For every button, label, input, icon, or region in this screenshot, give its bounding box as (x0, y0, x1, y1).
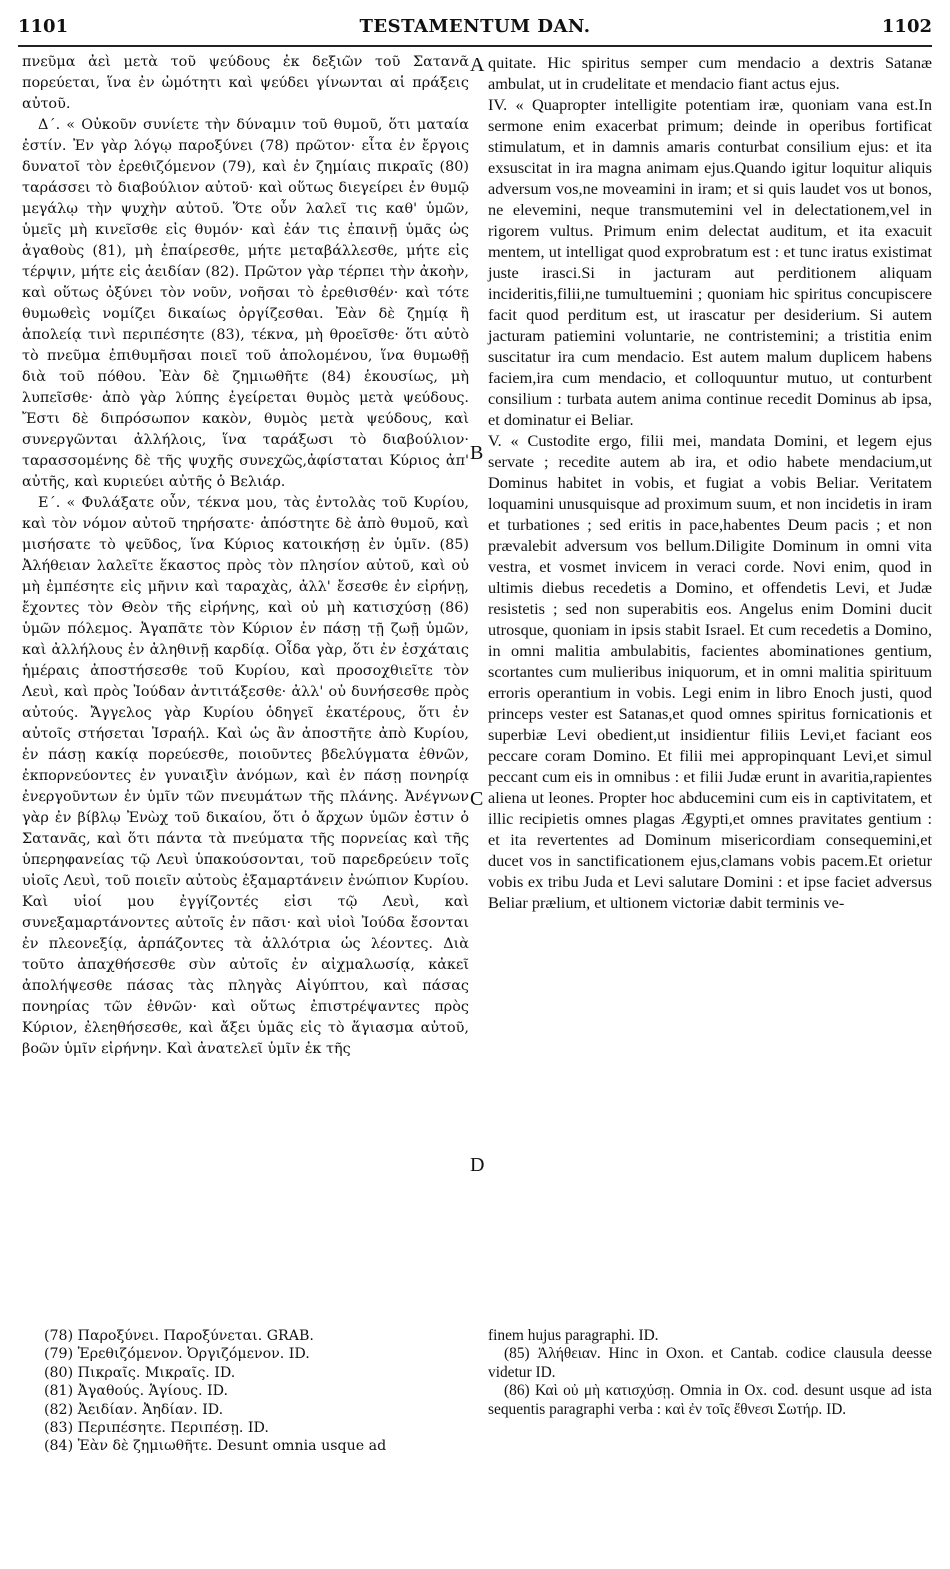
greek-paragraph-2: Δ΄. « Οὐκοῦν συνίετε τὴν δύναμιν τοῦ θυμοῦ, ὅτι ματαία ἐστίν. Ἐν γὰρ λόγῳ παροξύνει (78) πρῶτον· εἶτα ἐν ἔργοις δυνατοῖ τὸν ἐρεθιζόμενον (79), καὶ ἐν ζημίαις πικραῖς (80) ταράσσει τὸ διαβούλιον αὐτοῦ· καὶ οὕτως διεγείρει ἐν θυμῷ μεγάλῳ τὴν ψυχὴν αὐτοῦ. Ὅτε οὖν λαλεῖ τις καθ' ὑμῶν, ὑμεῖς μὴ κινεῖσθε εἰς θυμόν· καὶ ἐάν τις ἐπαινῇ ὑμᾶς ὡς ἀγαθοὺς (81), μὴ ἐπαίρεσθε, μήτε μεταβάλλεσθε, μήτε εἰς τέρψιν, μήτε εἰς ἀειδίαν (82). Πρῶτον γὰρ τέρπει τὴν ἀκοὴν, καὶ οὕτως ὀξύνει τὸν νοῦν, νοῆσαι τὸ ἐρεθισθέν· καὶ τότε θυμωθεὶς νομίζει δικαίως ὀργίζεσθαι. Ἐὰν δὲ ζημίᾳ ἢ ἀπολείᾳ τινὶ περιπέσητε (83), τέκνα, μὴ θροεῖσθε· ὅτι αὐτὸ τὸ πνεῦμα ἐπιθυμῆσαι ποιεῖ τοῦ ἀπολομένου, ἵνα θυμωθῇ διὰ τοῦ πόθου. Ἐὰν δὲ ζημιωθῆτε (84) ἑκουσίως, μὴ λυπεῖσθε· ἀπὸ γὰρ λύπης ἐγείρεται θυμὸς μετὰ ψεύδους. Ἔστι δὲ διπρόσωπον κακὸν, θυμὸς μετὰ ψεύδους, καὶ συνεργῶνται ἀλλήλοις, ἵνα ταράξωσι τὸ διαβούλιον· ταρασσομένης δὲ τῆς ψυχῆς συνεχῶς,ἀφίσταται Κύριος ἀπ' αὐτῆς, καὶ κυριεύει αὐτῆς ὁ Βελιάρ. (22, 117, 469, 490)
footnotes-right (488, 1327, 932, 1419)
header-rule (18, 45, 932, 47)
left-page-number: 1101 (18, 16, 69, 37)
greek-paragraph-3: Ε΄. « Φυλάξατε οὖν, τέκνα μου, τὰς ἐντολὰς τοῦ Κυρίου, καὶ τὸν νόμον αὐτοῦ τηρήσατε· ἀπόστητε δὲ ἀπὸ θυμοῦ, καὶ μισήσατε τὸ ψεῦδος, ἵνα Κύριος κατοικήσῃ ἐν ὑμῖν. (85) Ἀλήθειαν λαλεῖτε ἕκαστος πρὸς τὸν πλησίον αὐτοῦ, καὶ οὐ μὴ ἐμπέσητε εἰς μῆνιν καὶ ταραχὰς, ἀλλ' ἔσεσθε ἐν εἰρήνῃ, ἔχοντες τὸν Θεὸν τῆς εἰρήνης, καὶ οὐ μὴ κατισχύσῃ (86) ὑμῶν πόλεμος. Ἀγαπᾶτε τὸν Κύριον ἐν πάσῃ τῇ ζωῇ ὑμῶν, καὶ ἀλλήλους ἐν ἀληθινῇ καρδίᾳ. Οἶδα γὰρ, ὅτι ἐν ἐσχάταις ἡμέραις ἀποστήσεσθε τοῦ Κυρίου, καὶ προσοχθιεῖτε τὸν Λευὶ, καὶ πρὸς Ἰούδαν ἀντιτάξεσθε· ἀλλ' οὐ δυνήσεσθε πρὸς αὐτούς. Ἄγγελος γὰρ Κυρίου ὁδηγεῖ ἑκατέρους, ὅτι ἐν αὐτοῖς στήσεται Ἰσραήλ. Καὶ ὡς ἂν ἀποστῆτε ἀπὸ Κυρίου, ἐν πάσῃ κακίᾳ πορεύεσθε, ποιοῦντες βδελύγματα ἐθνῶν, ἐκπορνεύοντες ἐν γυναιξὶν ἀνόμων, καὶ ἐν πάσῃ πονηρίᾳ ἐνεργοῦντων ἐν ὑμῖν τῶν πνευμάτων τῆς πλάνης. Ἀνέγνων γὰρ ἐν βίβλῳ Ἐνὼχ τοῦ δικαίου, ὅτι ὁ ἄρχων ὑμῶν ἐστιν ὁ Σατανᾶς, καὶ ὅτι πάντα τὰ πνεύματα τῆς πορνείας καὶ τῆς ὑπερηφανείας τῷ Λευὶ ὑπακούσονται, τοῦ παρεδρεύειν τοῖς υἱοῖς Λευὶ, τοῦ ποιεῖν αὐτοὺς ἐξαμαρτάνειν ἐνώπιον Κυρίου. Καὶ υἱοί μου ἐγγίζοντές εἰσι τῷ Λευὶ, καὶ συνεξαμαρτάνοντες αὐτοῖς ἐν πᾶσι· καὶ υἱοὶ Ἰούδα ἔσονται ἐν πλεονεξίᾳ, ἁρπάζοντες τὰ ἀλλότρια ὡς λέοντες. Διὰ τοῦτο ἀπαχθήσεσθε σὺν αὐτοῖς ἐν αἰχμαλωσίᾳ, κἀκεῖ ἀπολήψεσθε πάσας τὰς πληγὰς Αἰγύπτου, καὶ πάσας πονηρίας τῶν ἐθνῶν· καὶ οὕτως ἐπιστρέψαντες πρὸς Κύριον, ἐλεηθήσεσθε, καὶ ἄξει ὑμᾶς εἰς τὸ ἅγιασμα αὐτοῦ, βοῶν ὑμῖν εἰρήνην. Καὶ ἀνατελεῖ ὑμῖν ἐκ τῆς (22, 495, 469, 1057)
section-marker-a: A (470, 54, 485, 76)
latin-paragraph-1: quitate. Hic spiritus semper cum mendacio a dextris Satanæ ambulat, ut in crudelitate et mendacio fiant actus ejus. (488, 53, 932, 93)
running-header (18, 16, 932, 42)
greek-paragraph-1: πνεῦμα ἀεὶ μετὰ τοῦ ψεύδους ἐκ δεξιῶν τοῦ Σατανᾶ πορεύεται, ἵνα ἐν ὠμότητι καὶ ψεύδει γίνωνται αἱ πράξεις αὐτοῦ. (22, 54, 469, 112)
latin-paragraph-3: V. « Custodite ergo, filii mei, mandata Domini, et legem ejus servate ; recedite autem ab ira, et odio habete mendacium,ut Dominus habitet in vobis, et fugiat a vobis Beliar. Veritatem loquamini unusquisque ad proximum suum, et non incidetis in iram et turbationes ; sed eritis in pace,habentes Deum pacis ; et non prævalebit adversum vos bellum.Diligite Dominum in omni vita vestra, et vosmet invicem in veraci corde. Novi enim, quod in ultimis diebus recedetis a Domino, et offendetis Levi, et Judæ resistetis ; sed non superabitis eos. Angelus enim Domini ducit utrosque, quoniam in ipsis stabit Israel. Et cum recedetis a Domino, in omni malitia ambulabitis, facientes abominationes gentium, scortantes cum mulieribus iniquorum, et in omni malitia spirituum erroris operantium in vobis. Legi enim in libro Enoch justi, quod princeps vester est Satanas,et quod omnes spiritus fornicationis et superbiæ Levi obedient,ut insidientur filiis Levi,et faciant eos peccare coram Domino. Et filii mei appropinquant Levi,et simul peccant cum eis in omnibus : et filii Judæ erunt in avaritia,rapientes aliena ut leones. Propter hoc abducemini cum eis in captivitatem, et illic recipietis omnes plagas Ægypti,et omnes pravitates gentium : et ita revertentes ad Dominum misericordiam consequemini,et ducet vos in sanctificationem ejus,clamans vobis pacem.Et orietur vobis ex tribu Juda et Levi salutare Domini : et ipse faciet adversus Beliar prælium, et ultionem victoriæ dabit terminis ve- (488, 431, 932, 912)
footnote: (85) Ἀλήθειαν. Hinc in Oxon. et Cantab. codice clausula deesse videtur ID. (488, 1345, 932, 1381)
footnote: (80) Πικραῖς. Μικραῖς. ID. (44, 1364, 236, 1381)
footnote: (81) Ἀγαθούς. Ἁγίους. ID. (44, 1383, 229, 1400)
footnote: (79) Ἐρεθιζόμενον. Ὀργιζόμενον. ID. (44, 1346, 310, 1363)
section-marker-d: D (470, 1154, 485, 1176)
right-page-number: 1102 (881, 16, 932, 37)
footnote: (78) Παροξύνει. Παροξύνεται. GRAB. (44, 1328, 314, 1344)
footnote: (83) Περιπέσητε. Περιπέσῃ. ID. (44, 1420, 269, 1437)
latin-column (488, 52, 932, 913)
latin-paragraph-2: IV. « Quapropter intelligite potentiam iræ, quoniam vana est.In sermone enim exacerbat primum; deinde in operibus fortificat stimulatum, et in damnis amaris conturbat consilium ejus: et ita exsuscitat in ira magna animam ejus.Quando igitur loquitur aliquis adversum vos,ne moveamini in iram; et si quis laudet vos ut bonos, ne elevemini, neque transmutemini vel in delectationem,vel in rigorem vultus. Primum enim delectat auditum, et ita exacuit mentem, ut intelligat quod exprobratum est : et tunc iratus existimat juste irasci.Si in jacturam aut perditionem aliquam incideritis,filii,ne tumultuemini ; quoniam hic spiritus concupiscere facit quod perditum est, ut irascatur per desiderium. Si autem jacturam patiemini voluntarie, ne contristemini; a tristitia enim suscitatur ira cum mendacio. Est autem malum duplicem habens faciem,ira cum mendacio, et colloquuntur mutuo, ut conturbent consilium : turbata autem anima continue recedit Dominus ab ipsa, et dominatur ei Beliar. (488, 95, 932, 429)
page-title: TESTAMENTUM DAN. (359, 16, 591, 37)
section-marker-b: B (470, 442, 484, 464)
footnotes-left (44, 1327, 474, 1456)
footnote: (82) Ἀειδίαν. Ἀηδίαν. ID. (44, 1401, 224, 1418)
footnote: (84) Ἐὰν δὲ ζημιωθῆτε. Desunt omnia usque ad (44, 1438, 387, 1455)
footnote: finem hujus paragraphi. ID. (488, 1327, 659, 1344)
footnote: (86) Καὶ οὐ μὴ κατισχύσῃ. Omnia in Ox. cod. desunt usque ad ista sequentis paragraphi verba : καὶ ἐν τοῖς ἔθνεσι Σωτήρ. ID. (488, 1382, 932, 1418)
section-marker-c: C (470, 788, 484, 810)
greek-column (22, 52, 469, 1060)
